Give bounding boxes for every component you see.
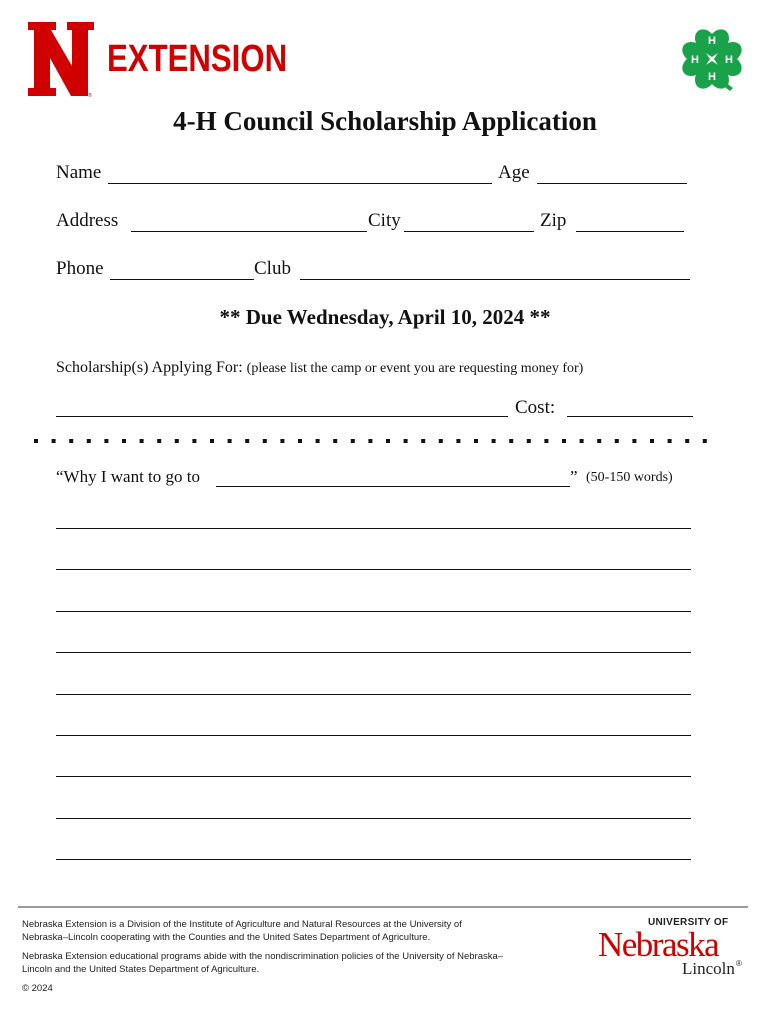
footer-p2-line1: Nebraska Extension educational programs abide with the nondiscrimination policies of the University of Nebraska– xyxy=(22,951,504,962)
svg-text:H: H xyxy=(708,71,716,83)
essay-line[interactable] xyxy=(56,569,691,570)
unl-nebraska: Nebraska xyxy=(598,925,719,964)
unl-lincoln: Lincoln xyxy=(682,959,735,978)
address-field[interactable] xyxy=(131,231,367,232)
unl-registered-mark: ® xyxy=(736,959,742,968)
footer-rule xyxy=(18,906,748,908)
essay-line[interactable] xyxy=(56,528,691,529)
essay-event-field[interactable] xyxy=(216,486,570,487)
svg-text:H: H xyxy=(725,54,733,66)
essay-line[interactable] xyxy=(56,776,691,777)
footer-p1-line2: Nebraska–Lincoln cooperating with the Counties and the United Sates Department of Agriculture. xyxy=(22,932,431,943)
zip-field[interactable] xyxy=(576,231,684,232)
nebraska-n-logo-icon xyxy=(26,20,96,98)
age-field[interactable] xyxy=(537,183,687,184)
footer-copyright: © 2024 xyxy=(22,983,53,994)
cost-label: Cost: xyxy=(515,397,556,418)
extension-wordmark: EXTENSION xyxy=(107,38,288,80)
scholarship-field[interactable] xyxy=(56,416,508,417)
phone-field[interactable] xyxy=(110,279,254,280)
name-field[interactable] xyxy=(108,183,492,184)
essay-line[interactable] xyxy=(56,694,691,695)
address-label: Address xyxy=(56,210,119,231)
essay-line[interactable] xyxy=(56,652,691,653)
essay-prompt-close: ” xyxy=(570,467,578,486)
svg-text:®: ® xyxy=(88,93,92,98)
scholarship-label: Scholarship(s) Applying For: xyxy=(56,359,243,376)
page-title: 4-H Council Scholarship Application xyxy=(173,106,597,136)
word-count-hint: (50-150 words) xyxy=(586,470,673,485)
due-date-notice: ** Due Wednesday, April 10, 2024 ** xyxy=(219,305,551,329)
dotted-divider xyxy=(32,437,722,445)
scholarship-row xyxy=(56,359,583,377)
scholarship-hint: (please list the camp or event you are requesting money for) xyxy=(246,361,584,376)
essay-line[interactable] xyxy=(56,611,691,612)
4h-clover-icon xyxy=(675,22,749,96)
phone-label: Phone xyxy=(56,258,104,279)
essay-line[interactable] xyxy=(56,818,691,819)
age-label: Age xyxy=(498,162,530,183)
cost-field[interactable] xyxy=(567,416,693,417)
unl-logo xyxy=(598,915,744,981)
essay-line[interactable] xyxy=(56,735,691,736)
svg-text:H: H xyxy=(691,54,699,66)
svg-text:H: H xyxy=(708,35,716,47)
footer-text xyxy=(22,918,582,995)
name-label: Name xyxy=(56,162,102,183)
club-field[interactable] xyxy=(300,279,690,280)
city-label: City xyxy=(368,210,401,231)
unl-university-of: UNIVERSITY OF xyxy=(648,917,729,928)
footer-p2-line2: Lincoln and the United States Department of Agriculture. xyxy=(22,964,260,975)
club-label: Club xyxy=(254,258,291,279)
city-field[interactable] xyxy=(404,231,534,232)
essay-line[interactable] xyxy=(56,859,691,860)
essay-prompt-open: “Why I want to go to xyxy=(56,467,200,486)
zip-label: Zip xyxy=(540,210,567,231)
footer-p1-line1: Nebraska Extension is a Division of the Institute of Agriculture and Natural Resources at the University of xyxy=(22,919,462,930)
